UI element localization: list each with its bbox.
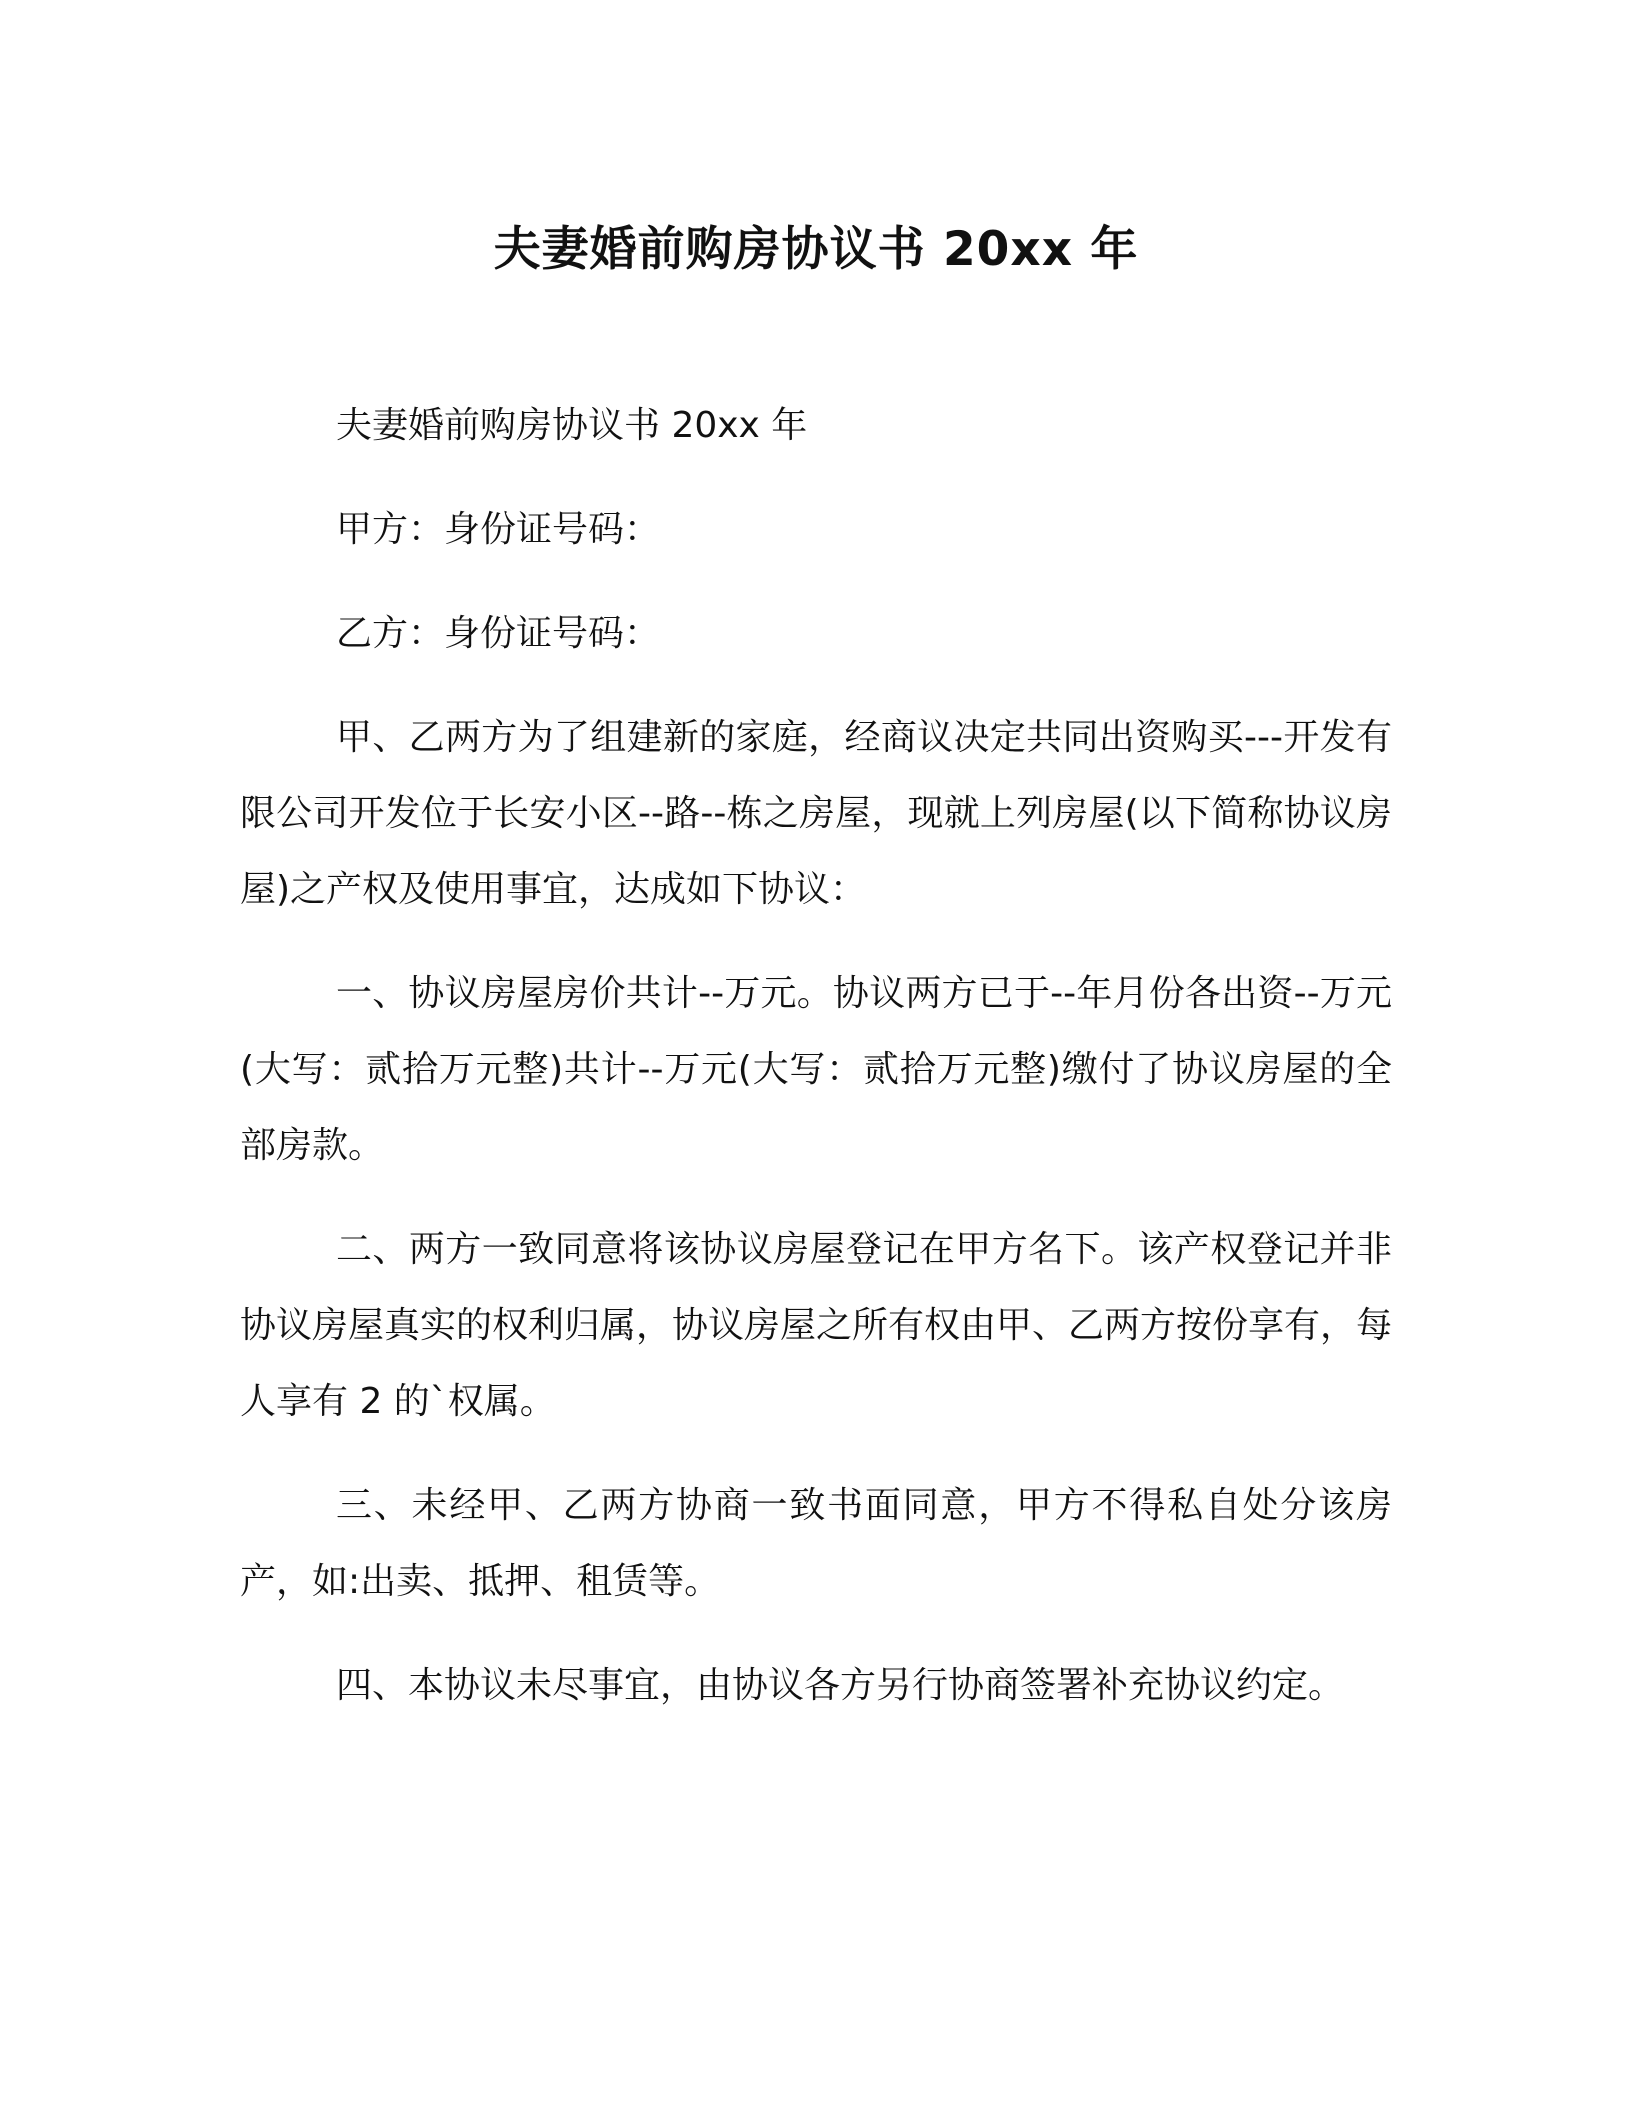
clause-3-paragraph: 三、未经甲、乙两方协商一致书面同意，甲方不得私自处分该房产，如:出卖、抵押、租赁等。 <box>240 1485 1392 1602</box>
clause-1-paragraph: 一、协议房屋房价共计--万元。协议两方已于--年月份各出资--万元(大写：贰拾万元整)共计--万元(大写：贰拾万元整)缴付了协议房屋的全部房款。 <box>240 973 1392 1166</box>
intro-paragraph: 甲、乙两方为了组建新的家庭，经商议决定共同出资购买---开发有限公司开发位于长安小区--路--栋之房屋，现就上列房屋(以下简称协议房屋)之产权及使用事宜，达成如下协议： <box>240 717 1392 910</box>
clause-4-paragraph: 四、本协议未尽事宜，由协议各方另行协商签署补充协议约定。 <box>336 1665 1345 1706</box>
party-b-line: 乙方：身份证号码： <box>336 613 661 654</box>
clause-2-paragraph: 二、两方一致同意将该协议房屋登记在甲方名下。该产权登记并非协议房屋真实的权利归属，协议房屋之所有权由甲、乙两方按份享有，每人享有 2 的`权属。 <box>240 1229 1393 1422</box>
subtitle-paragraph: 夫妻婚前购房协议书 20xx 年 <box>336 405 808 446</box>
party-a-line: 甲方：身份证号码： <box>336 509 661 550</box>
document-body <box>240 388 1392 1752</box>
document-title: 夫妻婚前购房协议书 20xx 年 <box>493 222 1139 277</box>
